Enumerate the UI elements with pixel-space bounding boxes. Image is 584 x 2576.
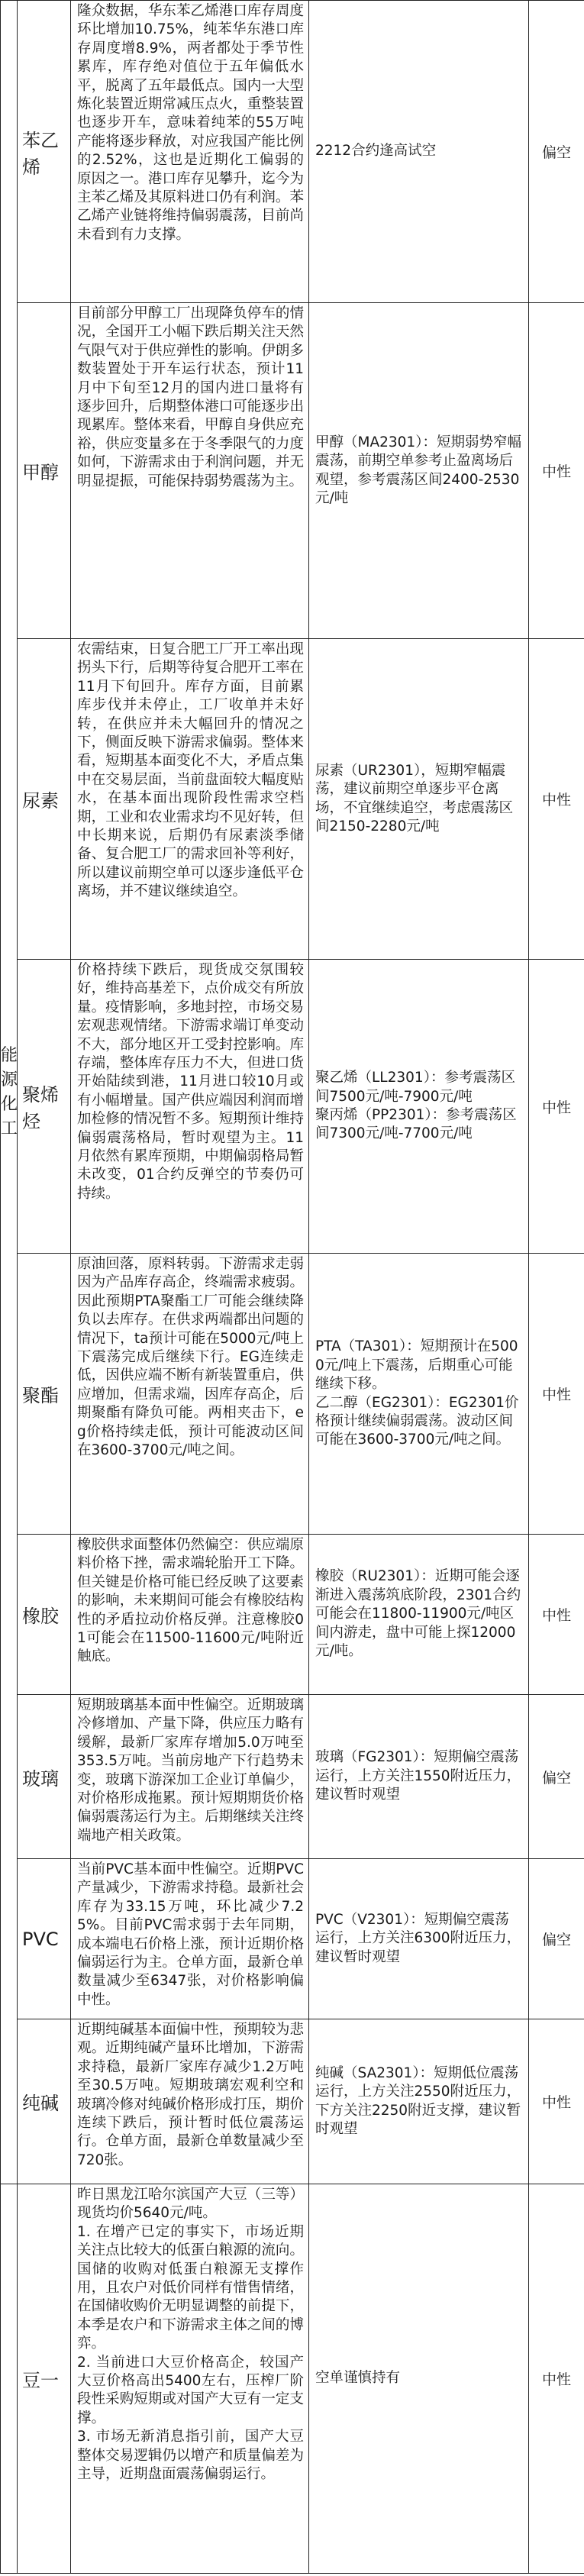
- variety-cell: 豆一: [18, 2184, 71, 2574]
- direction-cell: 中性: [529, 303, 584, 639]
- advice-cell: 甲醇（MA2301）：短期弱势窄幅震荡，前期空单参考止盈离场后观望，参考震荡区间2400-2530元/吨: [309, 303, 529, 639]
- direction-cell: 中性: [529, 2184, 584, 2574]
- table-row: [1, 1, 584, 303]
- advice-cell: 橡胶（RU2301）：近期可能会逐渐进入震荡筑底阶段，2301合约可能会在11800-11900元/吨区间内游走，盘中可能上探12000元/吨。: [309, 1535, 529, 1695]
- variety-cell: 苯乙烯: [18, 1, 71, 303]
- table-row: [1, 639, 584, 960]
- table-row: [1, 1695, 584, 1859]
- table-row: [1, 1535, 584, 1695]
- advice-cell: 尿素（UR2301），短期窄幅震荡，建议前期空单逐步平仓离场，不宜继续追空，考虑震荡区间2150-2280元/吨: [309, 639, 529, 960]
- advice-cell: 聚乙烯（LL2301）：参考震荡区间7500元/吨-7900元/吨 聚丙烯（PP2301）：参考震荡区间7300元/吨-7700元/吨: [309, 960, 529, 1254]
- variety-cell: 聚烯烃: [18, 960, 71, 1254]
- advice-cell: PTA（TA301）：短期预计在5000元/吨上下震荡，后期重心可能继续下移。 乙二醇（EG2301）：EG2301价格预计继续偏弱震荡。波动区间可能在3600-3700元/吨之间。: [309, 1254, 529, 1535]
- analysis-cell: 目前部分甲醇工厂出现降负停车的情况，全国开工小幅下跌后期关注天然气限气对于供应弹性的影响。伊朗多数装置处于开车运行状态，预计11月中下旬至12月的国内进口量将有逐步回升，后期整体港口可能逐步出现累库。整体来看，甲醇自身供应充裕，供应变量多在于冬季限气的力度如何，下游需求由于利润问题，并无明显提振，可能保持弱势震荡为主。: [71, 303, 309, 639]
- analysis-cell: 原油回落，原料转弱。下游需求走弱因为产品库存高企，终端需求疲弱。因此预期PTA聚酯工厂可能会继续降负以去库存。在供求两端都出问题的情况下，ta预计可能在5000元/吨上下震荡完成后继续下行。EG连续走低，因供应端不断有新装置重启，供应增加，但需求端，因库存高企，后期聚酯有降负可能。两相夹击下，eg价格持续走低，预计可能波动区间在3600-3700元/吨之间。: [71, 1254, 309, 1535]
- analysis-cell: 农需结束，日复合肥工厂开工率出现拐头下行，后期等待复合肥开工率在11月下旬回升。库存方面，目前累库步伐并未停止，工厂收单并未好转，在供应并未大幅回升的情况之下，侧面反映下游需求偏弱。整体来看，短期基本面变化不大，矛盾点集中在交易层面，当前盘面较大幅度贴水，在基本面出现阶段性需求空档期，工业和农业需求均不见好转，但中长期来说，后期仍有尿素淡季储备、复合肥工厂的需求回补等利好，所以建议前期空单可以逐步逢低平仓离场，并不建议继续追空。: [71, 639, 309, 960]
- direction-cell: 中性: [529, 1254, 584, 1535]
- analysis-cell: 价格持续下跌后，现货成交氛围较好，维持高基差下，点价成交有所放量。疫情影响，多地封控，市场交易宏观悲观情绪。下游需求端订单变动不大，部分地区开工受封控影响。库存端，整体库存压力不大，但进口货开始陆续到港，11月进口较10月或有小幅增量。国产供应端因利润而增加检修的情况暂不多。短期预计维持偏弱震荡格局，暂时观望为主。11月依然有累库预期，中期偏弱格局暂未改变，01合约反弹空的节奏仍可持续。: [71, 960, 309, 1254]
- direction-cell: 偏空: [529, 1, 584, 303]
- analysis-cell: 短期玻璃基本面中性偏空。近期玻璃冷修增加、产量下降，供应压力略有缓解，最新厂家库存增加5.0万吨至353.5万吨。当前房地产下行趋势未变，玻璃下游深加工企业订单偏少，对价格形成拖累。预计短期期货价格偏弱震荡运行为主。后期继续关注终端地产相关政策。: [71, 1695, 309, 1859]
- variety-cell: 尿素: [18, 639, 71, 960]
- table-row: [1, 1254, 584, 1535]
- direction-cell: 中性: [529, 1535, 584, 1695]
- table-row: [1, 960, 584, 1254]
- advice-cell: 空单谨慎持有: [309, 2184, 529, 2574]
- advice-cell: 2212合约逢高试空: [309, 1, 529, 303]
- table-row: [1, 1859, 584, 2019]
- analysis-cell: 当前PVC基本面中性偏空。近期PVC产量减少，下游需求持稳。最新社会库存为33.15万吨，环比减少7.25%。目前PVC需求弱于去年同期，成本端电石价格上涨，预计近期价格偏弱运行为主。仓单方面，最新仓单数量减少至6347张，对价格影响偏中性。: [71, 1859, 309, 2019]
- analysis-cell: 近期纯碱基本面偏中性，预期较为悲观。近期纯碱产量环比增加，下游需求持稳，最新厂家库存减少1.2万吨至30.5万吨。短期玻璃宏观利空和玻璃冷修对纯碱价格形成打压，期价连续下跌后，预计暂时低位震荡运行。仓单方面，最新仓单数量减少至720张。: [71, 2019, 309, 2184]
- variety-cell: 橡胶: [18, 1535, 71, 1695]
- direction-cell: 中性: [529, 2019, 584, 2184]
- advice-cell: 纯碱（SA2301）：短期低位震荡运行，上方关注2550附近压力，下方关注2250附近支撑，建议暂时观望: [309, 2019, 529, 2184]
- table-row: [1, 2019, 584, 2184]
- table-row: [1, 303, 584, 639]
- variety-cell: 纯碱: [18, 2019, 71, 2184]
- advice-cell: 玻璃（FG2301）：短期偏空震荡运行，上方关注1550附近压力，建议暂时观望: [309, 1695, 529, 1859]
- variety-cell: 甲醇: [18, 303, 71, 639]
- category-cell: 能源化工: [1, 1, 18, 2184]
- analysis-cell: 橡胶供求面整体仍然偏空：供应端原料价格下挫，需求端轮胎开工下降。但关键是价格可能已经反映了这要素的影响，未来期间可能会有橡胶结构性的矛盾拉动价格反弹。注意橡胶01可能会在11500-11600元/吨附近触底。: [71, 1535, 309, 1695]
- advice-cell: PVC（V2301）：短期偏空震荡运行，上方关注6300附近压力，建议暂时观望: [309, 1859, 529, 2019]
- category-blank-cell: [1, 2184, 18, 2574]
- table-row: [1, 2184, 584, 2574]
- direction-cell: 偏空: [529, 1695, 584, 1859]
- analysis-cell: 隆众数据，华东苯乙烯港口库存周度环比增加10.75%，纯苯华东港口库存周度增8.9%，两者都处于季节性累库，库存绝对值位于五年偏低水平，脱离了五年最低点。国内一大型炼化装置近期常减压点火，重整装置也逐步开车，意味着纯苯的55万吨产能将逐步释放，对应我国产能比例的2.52%，这也是近期化工偏弱的原因之一。港口库存见攀升，迄今为主苯乙烯及其原料进口仍有利润。苯乙烯产业链将维持偏弱震荡，目前尚未看到有力支撑。: [71, 1, 309, 303]
- variety-cell: PVC: [18, 1859, 71, 2019]
- direction-cell: 偏空: [529, 1859, 584, 2019]
- direction-cell: 中性: [529, 639, 584, 960]
- variety-cell: 玻璃: [18, 1695, 71, 1859]
- direction-cell: 中性: [529, 960, 584, 1254]
- variety-cell: 聚酯: [18, 1254, 71, 1535]
- analysis-cell: 昨日黑龙江哈尔滨国产大豆（三等）现货均价5640元/吨。 1. 在增产已定的事实下，市场近期关注点比较大的低蛋白粮源的流向。国储的收购对低蛋白粮源无支撑作用，且农户对低价同样有惜售情绪，在国储收购价无明显调整的前提下，本季是农户和下游需求主体之间的博弈。 2. 当前进口大豆价格高企，较国产大豆价格高出5400左右，压榨厂阶段性采购短期或对国产大豆有一定支撑。 3. 市场无新消息指引前，国产大豆整体交易逻辑仍以增产和质量偏差为主导，近期盘面震荡偏弱运行。: [71, 2184, 309, 2574]
